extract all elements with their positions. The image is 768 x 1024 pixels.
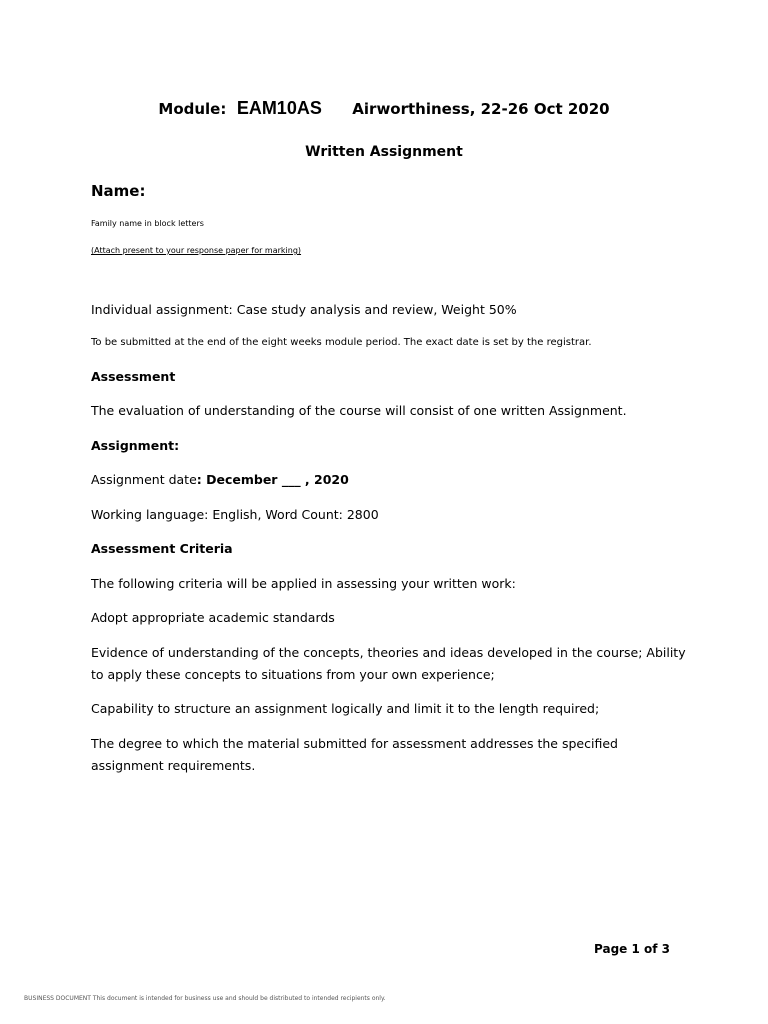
criterion-item: Capability to structure an assignment logically and limit it to the length required; — [91, 701, 600, 716]
criterion-item: Evidence of understanding of the concepts, theories and ideas developed in the course; Ability to apply these concepts to situations from your own experience; — [91, 645, 686, 682]
criterion-item: Adopt appropriate academic standards — [91, 610, 335, 625]
module-label: Module: — [158, 100, 227, 118]
criteria-intro: The following criteria will be applied in assessing your written work: — [91, 576, 516, 591]
attach-note: (Attach present to your response paper for marking) — [91, 246, 302, 255]
family-name-note: Family name in block letters — [91, 219, 204, 228]
course-title: Airworthiness, 22-26 Oct 2020 — [352, 100, 610, 118]
assignment-date-value: : December ___ , 2020 — [196, 472, 349, 487]
criterion-item: The degree to which the material submitted for assessment addresses the specified assignment requirements. — [91, 736, 618, 773]
module-code: EAM10AS — [236, 98, 322, 118]
working-language: Working language: English, Word Count: 2800 — [91, 507, 379, 522]
assignment-heading: Assignment: — [91, 438, 180, 453]
assessment-text: The evaluation of understanding of the course will consist of one written Assignment. — [91, 403, 627, 418]
footer-disclaimer: BUSINESS DOCUMENT This document is intended for business use and should be distributed to intended recipients only. — [24, 995, 386, 1002]
assessment-heading: Assessment — [91, 369, 176, 384]
name-label: Name: — [91, 182, 146, 200]
document-title: Written Assignment — [305, 144, 463, 160]
individual-assignment: Individual assignment: Case study analysis and review, Weight 50% — [91, 302, 517, 317]
assignment-date — [91, 469, 691, 491]
submission-note: To be submitted at the end of the eight weeks module period. The exact date is set by the registrar. — [91, 337, 592, 348]
page-number: Page 1 of 3 — [594, 942, 670, 956]
criteria-heading: Assessment Criteria — [91, 541, 233, 556]
assignment-date-label: Assignment date — [91, 472, 197, 487]
module-header — [0, 98, 768, 119]
